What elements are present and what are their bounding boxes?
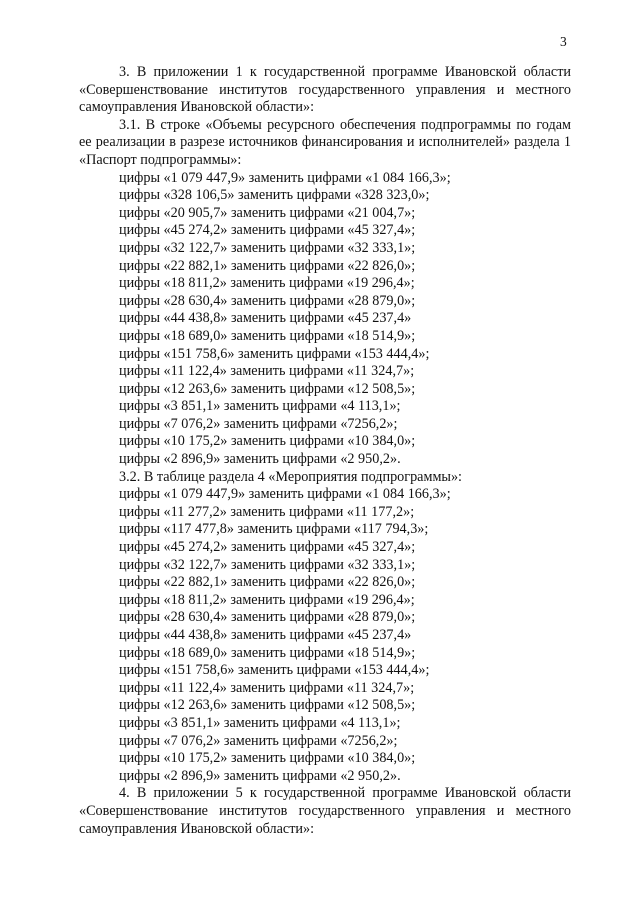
list-item: цифры «18 811,2» заменить цифрами «19 296,4»; — [119, 275, 415, 292]
list-item: цифры «3 851,1» заменить цифрами «4 113,1»; — [119, 714, 401, 731]
list-item: цифры «7 076,2» заменить цифрами «7256,2»; — [119, 415, 398, 432]
list-item: цифры «151 758,6» заменить цифрами «153 444,4»; — [119, 345, 430, 362]
list-item: цифры «18 689,0» заменить цифрами «18 514,9»; — [119, 644, 416, 661]
page-number: 3 — [560, 34, 567, 49]
list-item: цифры «28 630,4» заменить цифрами «28 879,0»; — [119, 609, 416, 626]
list-item: цифры «1 079 447,9» заменить цифрами «1 084 166,3»; — [119, 486, 451, 503]
list-item: цифры «45 274,2» заменить цифрами «45 327,4»; — [119, 222, 416, 239]
list-item: цифры «328 106,5» заменить цифрами «328 323,0»; — [119, 187, 430, 204]
list-item: цифры «11 122,4» заменить цифрами «11 324,7»; — [119, 679, 415, 696]
list-item: цифры «3 851,1» заменить цифрами «4 113,1»; — [119, 398, 401, 415]
list-item: цифры «2 896,9» заменить цифрами «2 950,2». — [119, 767, 401, 784]
list-item: цифры «7 076,2» заменить цифрами «7256,2»; — [119, 732, 398, 749]
section-3-heading: 3. В приложении 1 к государственной программе Ивановской области «Совершенствование институтов государственного управления и местного самоуправления Ивановской области»: — [79, 64, 571, 116]
list-item: цифры «44 438,8» заменить цифрами «45 237,4» — [119, 310, 412, 327]
list-item: цифры «10 175,2» заменить цифрами «10 384,0»; — [119, 750, 416, 767]
subsection-3-1-heading: 3.1. В строке «Объемы ресурсного обеспечения подпрограммы по годам ее реализации в разрезе источников финансирования и исполнителей» раздела 1 «Паспорт подпрограммы»: — [79, 116, 571, 168]
subsection-3-1-list — [79, 170, 571, 469]
list-item: цифры «11 122,4» заменить цифрами «11 324,7»; — [119, 363, 415, 380]
document-body — [79, 64, 571, 838]
list-item: цифры «18 811,2» заменить цифрами «19 296,4»; — [119, 591, 415, 608]
list-item: цифры «10 175,2» заменить цифрами «10 384,0»; — [119, 433, 416, 450]
list-item: цифры «2 896,9» заменить цифрами «2 950,2». — [119, 451, 401, 468]
list-item: цифры «32 122,7» заменить цифрами «32 333,1»; — [119, 239, 416, 256]
list-item: цифры «22 882,1» заменить цифрами «22 826,0»; — [119, 257, 416, 274]
list-item: цифры «117 477,8» заменить цифрами «117 794,3»; — [119, 521, 429, 538]
list-item: цифры «18 689,0» заменить цифрами «18 514,9»; — [119, 327, 416, 344]
list-item: цифры «151 758,6» заменить цифрами «153 444,4»; — [119, 662, 430, 679]
section-4-heading: 4. В приложении 5 к государственной программе Ивановской области «Совершенствование институтов государственного управления и местного самоуправления Ивановской области»: — [79, 785, 571, 837]
list-item: цифры «11 277,2» заменить цифрами «11 177,2»; — [119, 503, 415, 520]
subsection-3-2-list — [79, 486, 571, 785]
list-item: цифры «32 122,7» заменить цифрами «32 333,1»; — [119, 556, 416, 573]
list-item: цифры «20 905,7» заменить цифрами «21 004,7»; — [119, 204, 416, 221]
list-item: цифры «12 263,6» заменить цифрами «12 508,5»; — [119, 380, 416, 397]
subsection-3-2-heading: 3.2. В таблице раздела 4 «Мероприятия подпрограммы»: — [119, 468, 462, 485]
list-item: цифры «45 274,2» заменить цифрами «45 327,4»; — [119, 539, 416, 556]
list-item: цифры «44 438,8» заменить цифрами «45 237,4» — [119, 627, 412, 643]
list-item: цифры «22 882,1» заменить цифрами «22 826,0»; — [119, 574, 416, 591]
list-item: цифры «28 630,4» заменить цифрами «28 879,0»; — [119, 292, 416, 309]
list-item: цифры «1 079 447,9» заменить цифрами «1 084 166,3»; — [119, 169, 451, 186]
list-item: цифры «12 263,6» заменить цифрами «12 508,5»; — [119, 697, 416, 714]
